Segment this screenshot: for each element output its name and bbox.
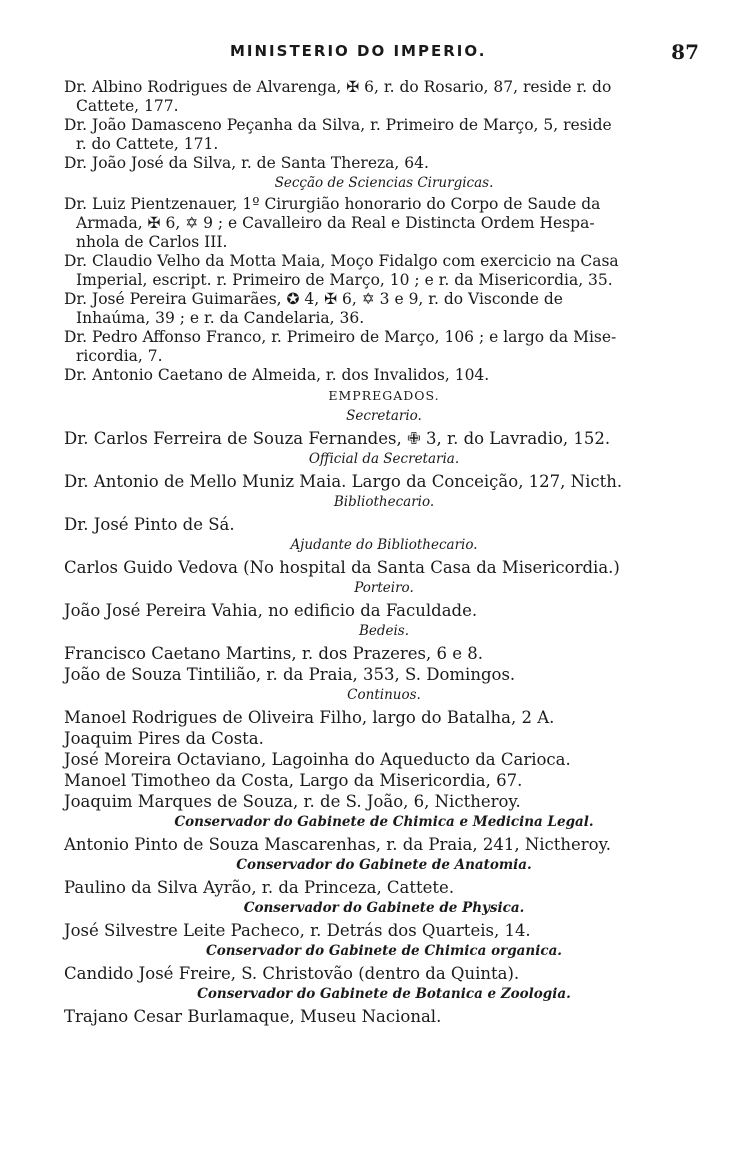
chimica-organica-entry: Candido José Freire, S. Christovão (dentro da Quinta). — [64, 964, 520, 983]
heading-official: Official da Secretaria. — [308, 451, 460, 467]
heading-chimica-legal: Conservador do Gabinete de Chimica e Medicina Legal. — [174, 814, 594, 830]
anatomia-entry: Paulino da Silva Ayrão, r. da Princeza, Cattete. — [64, 878, 455, 897]
heading-bibliothecario: Bibliothecario. — [333, 494, 435, 510]
entry-antonio-caetano: Dr. Antonio Caetano de Almeida, r. dos Invalidos, 104. — [64, 366, 490, 384]
continuo-entry: José Moreira Octaviano, Lagoinha do Aqueducto da Carioca. — [64, 750, 571, 769]
bedel-entry: Francisco Caetano Martins, r. dos Prazeres, 6 e 8. — [64, 644, 483, 663]
official-entry: Dr. Antonio de Mello Muniz Maia. Largo da Conceição, 127, Nicth. — [64, 472, 623, 491]
continuo-entry: Manoel Timotheo da Costa, Largo da Misericordia, 67. — [64, 771, 523, 790]
secretario-entry: Dr. Carlos Ferreira de Souza Fernandes, ✙ 3, r. do Lavradio, 152. — [64, 429, 611, 448]
entry-albino: Dr. Albino Rodrigues de Alvarenga, ✠ 6, r. do Rosario, 87, reside r. do Cattete, 177. — [64, 78, 612, 115]
heading-ajudante: Ajudante do Bibliothecario. — [290, 537, 478, 553]
continuo-entry: Joaquim Pires da Costa. — [64, 729, 264, 748]
page-header — [60, 40, 705, 70]
heading-continuos: Continuos. — [347, 687, 421, 703]
botanica-entry: Trajano Cesar Burlamaque, Museu Nacional. — [64, 1007, 442, 1026]
heading-bedeis: Bedeis. — [358, 623, 410, 639]
chimica-legal-entry: Antonio Pinto de Souza Mascarenhas, r. da Praia, 241, Nictheroy. — [64, 835, 611, 854]
heading-physica: Conservador do Gabinete de Physica. — [243, 900, 525, 916]
physica-entry: José Silvestre Leite Pacheco, r. Detrás dos Quarteis, 14. — [64, 921, 531, 940]
bedel-entry: João de Souza Tintilião, r. da Praia, 353, S. Domingos. — [64, 665, 516, 684]
section-heading-empregados: EMPREGADOS. — [328, 388, 440, 403]
porteiro-entry: João José Pereira Vahia, no edificio da Faculdade. — [64, 601, 478, 620]
entry-claudio: Dr. Claudio Velho da Motta Maia, Moço Fidalgo com exercicio na Casa Imperial, escript. r. Primeiro de Março, 10 ; e r. da Misericordia, 35. — [64, 252, 619, 289]
continuo-entry: Manoel Rodrigues de Oliveira Filho, largo do Batalha, 2 A. — [64, 708, 555, 727]
ajudante-entry: Carlos Guido Vedova (No hospital da Santa Casa da Misericordia.) — [64, 558, 620, 577]
heading-botanica: Conservador do Gabinete de Botanica e Zoologia. — [197, 986, 571, 1002]
heading-secretario: Secretario. — [346, 408, 422, 424]
bibliothecario-entry: Dr. José Pinto de Sá. — [64, 515, 235, 534]
entry-pedro-affonso: Dr. Pedro Affonso Franco, r. Primeiro de Março, 106 ; e largo da Mise- ricordia, 7. — [64, 328, 617, 365]
entry-joao-jose: Dr. João José da Silva, r. de Santa Thereza, 64. — [64, 154, 429, 172]
heading-porteiro: Porteiro. — [354, 580, 414, 596]
continuo-entry: Joaquim Marques de Souza, r. de S. João, 6, Nictheroy. — [64, 792, 521, 811]
entry-jose-pereira: Dr. José Pereira Guimarães, ✪ 4, ✠ 6, ✡ 3 e 9, r. do Visconde de Inhaúma, 39 ; e r. da Candelaria, 36. — [64, 290, 563, 327]
page-number: 87 — [671, 40, 699, 64]
running-title: MINISTERIO DO IMPERIO. — [230, 42, 487, 60]
section-heading-cirurgicas: Secção de Sciencias Cirurgicas. — [274, 175, 494, 191]
entry-joao-damasceno: Dr. João Damasceno Peçanha da Silva, r. Primeiro de Março, 5, reside r. do Cattete, 171. — [64, 116, 612, 153]
entry-pientzenauer: Dr. Luiz Pientzenauer, 1º Cirurgião honorario do Corpo de Saude da Armada, ✠ 6, ✡ 9 ; e Cavalleiro da Real e Distincta Ordem Hespa- nhola de Carlos III. — [64, 195, 601, 251]
heading-chimica-organica: Conservador do Gabinete de Chimica organica. — [205, 943, 563, 959]
page-body — [64, 78, 704, 1027]
heading-anatomia: Conservador do Gabinete de Anatomia. — [236, 857, 532, 873]
